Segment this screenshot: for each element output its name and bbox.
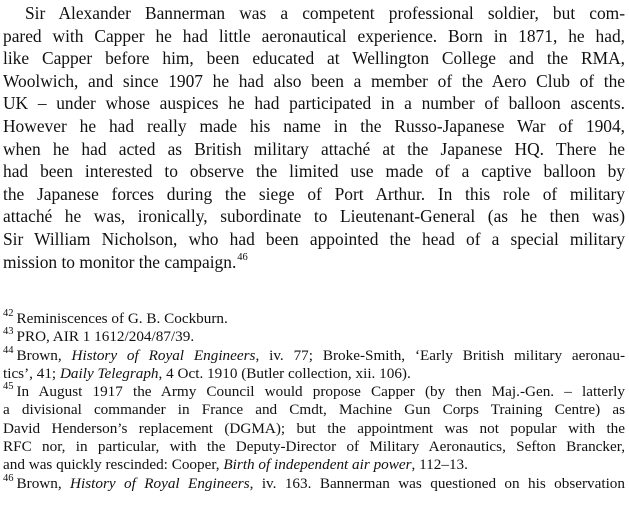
paragraph-line: UK – under whose auspices he had participated in a number of balloon ascents. <box>3 93 625 114</box>
paragraph-line: However he had really made his name in the Russo-Japanese War of 1904, <box>3 115 625 136</box>
footnote-43 <box>3 328 625 346</box>
paragraph-line: Sir William Nicholson, who had been appointed the head of a special military <box>3 228 625 249</box>
footnote-45-line-3: David Henderson’s replacement (DGMA); but the appointment was not popular with the <box>3 419 625 437</box>
footnote-text: , iv. 77; Broke-Smith, ‘Early British military aeronau- <box>255 346 626 364</box>
footnote-text: , 4 Oct. 1910 (Butler collection, xii. 106). <box>158 364 411 382</box>
footnote-number: 42 <box>3 307 14 319</box>
footnote-number: 45 <box>3 381 14 393</box>
footnote-45-line-1 <box>3 383 625 401</box>
footnote-text: Brown, <box>16 474 71 492</box>
footnote-text: tics’, 41; <box>3 364 60 382</box>
paragraph-line-text: mission to monitor the campaign. <box>3 251 237 272</box>
paragraph-line: attaché he was, ironically, subordinate to Lieutenant-General (as he then was) <box>3 206 625 227</box>
paragraph-line: Sir Alexander Bannerman was a competent professional soldier, but com- <box>25 3 625 23</box>
footnote-text: and was quickly rescinded: Cooper, <box>3 456 224 474</box>
footnote-text: PRO, AIR 1 1612/204/87/39. <box>16 328 195 346</box>
footnote-42 <box>3 307 625 328</box>
footnote-reference[interactable]: 46 <box>237 251 248 263</box>
main-paragraph <box>3 2 625 273</box>
footnote-title: Daily Telegraph <box>59 364 159 382</box>
footnote-title: History of Royal Engineers <box>71 346 256 364</box>
paragraph-line: had been interested to observe the limited use made of a captive balloon by <box>3 161 625 182</box>
paragraph-line: pared with Capper he had little aeronautical experience. Born in 1871, he had, <box>3 25 625 46</box>
footnote-title: History of Royal Engineers <box>70 474 250 492</box>
footnote-text: , 112–13. <box>411 456 468 474</box>
footnote-44-line-2 <box>3 365 625 383</box>
paragraph-line: when he had acted as British military attaché at the Japanese HQ. There he <box>3 138 625 159</box>
footnote-46 <box>3 472 625 493</box>
footnotes-section <box>3 307 626 493</box>
footnote-number: 43 <box>3 326 14 338</box>
footnote-number: 46 <box>3 472 14 484</box>
footnote-text: In August 1917 the Army Council would propose Capper (by then Maj.-Gen. – latterly <box>16 383 625 401</box>
footnote-number: 44 <box>3 344 14 356</box>
footnote-44-line-1 <box>3 344 626 365</box>
footnote-45-line-5 <box>3 456 625 474</box>
footnote-text: , iv. 163. Bannerman was questioned on his observation <box>249 474 625 492</box>
footnote-45-line-4: RFC nor, in particular, with the Deputy-Director of Military Aeronautics, Sefton Brancker, <box>3 438 625 456</box>
footnote-text: Brown, <box>16 346 72 364</box>
paragraph-line: like Capper before him, been educated at Wellington College and the RMA, <box>3 48 625 69</box>
footnote-45-line-2: a divisional commander in France and Cmdt, Machine Gun Corps Training Centre) as <box>3 401 625 419</box>
footnote-text: Reminiscences of G. B. Cockburn. <box>16 310 228 327</box>
paragraph-line: the Japanese forces during the siege of Port Arthur. In this role of military <box>3 183 625 204</box>
paragraph-line: Woolwich, and since 1907 he had also been a member of the Aero Club of the <box>3 70 625 91</box>
footnote-title: Birth of independent air power <box>223 456 412 474</box>
paragraph-last-line <box>3 251 625 274</box>
